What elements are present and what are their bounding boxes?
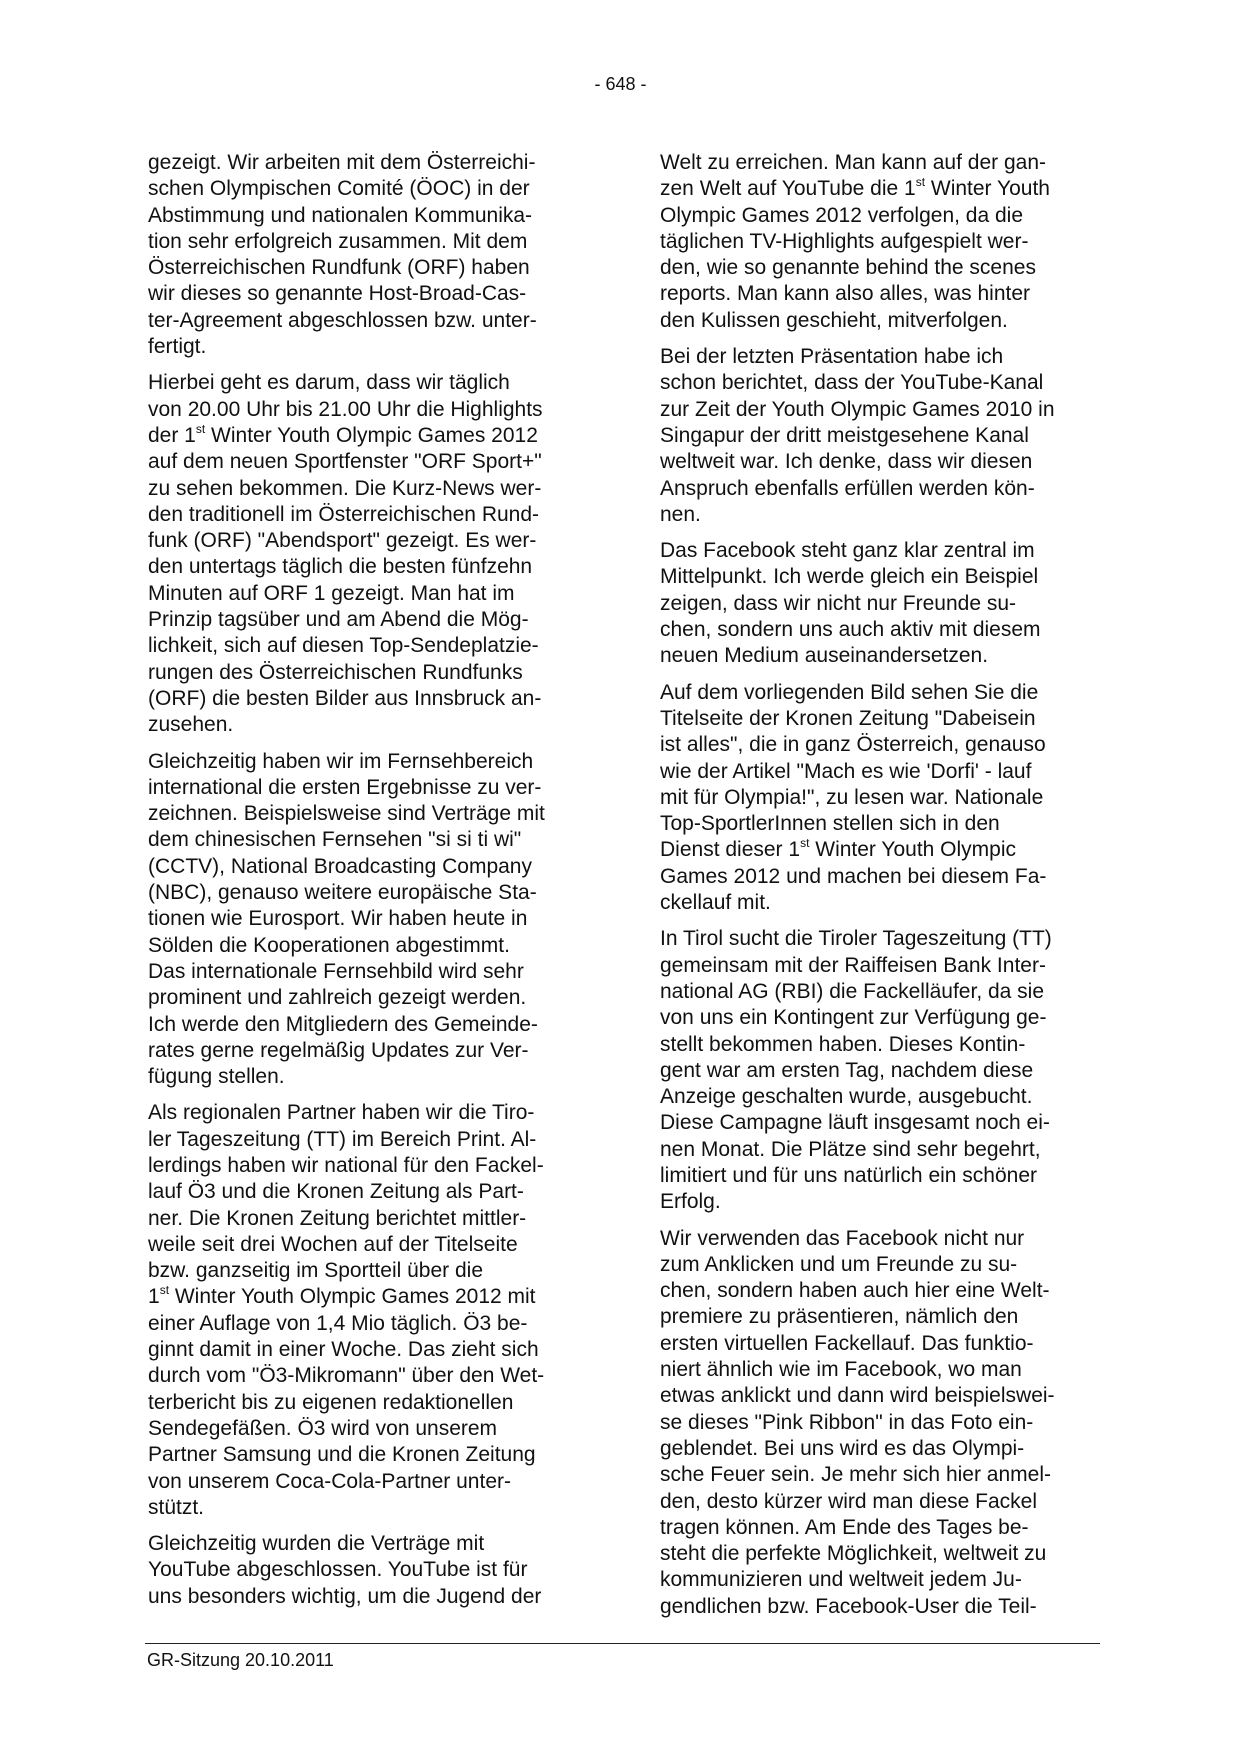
footer-text: GR-Sitzung 20.10.2011 — [147, 1650, 334, 1670]
text-line: den, wie so genannte behind the scenes — [660, 256, 1036, 280]
text-line: ersten virtuellen Fackellauf. Das funktio- — [660, 1331, 1034, 1355]
text-line: premiere zu präsentieren, nämlich den — [660, 1305, 1019, 1329]
text-line: wie der Artikel "Mach es wie 'Dorfi' - lauf — [660, 759, 1032, 783]
text-line: stützt. — [148, 1495, 205, 1519]
text-line: (NBC), genauso weitere europäische Sta- — [148, 881, 537, 905]
text-line: täglichen TV-Highlights aufgespielt wer- — [660, 229, 1029, 253]
text-line: gemeinsam mit der Raiffeisen Bank Inter- — [660, 953, 1046, 977]
text-line: den traditionell im Österreichischen Rund- — [148, 502, 540, 526]
text-line: se dieses "Pink Ribbon" in das Foto ein- — [660, 1410, 1034, 1434]
text-line: neuen Medium auseinandersetzen. — [660, 644, 989, 668]
paragraph — [148, 749, 608, 1091]
text-line: prominent und zahlreich gezeigt werden. — [148, 986, 527, 1010]
text-line: der 1st Winter Youth Olympic Games 2012 — [148, 421, 538, 447]
text-line: ter-Agreement abgeschlossen bzw. unter- — [148, 308, 537, 332]
text-line: YouTube abgeschlossen. YouTube ist für — [148, 1558, 528, 1582]
paragraph — [148, 150, 608, 360]
text-line: tragen können. Am Ende des Tages be- — [660, 1515, 1029, 1539]
paragraph — [660, 538, 1120, 669]
text-line: den Kulissen geschieht, mitverfolgen. — [660, 308, 1008, 332]
text-line: Österreichischen Rundfunk (ORF) haben — [148, 256, 530, 280]
text-line: uns besonders wichtig, um die Jugend der — [148, 1584, 542, 1608]
text-line: ner. Die Kronen Zeitung berichtet mittler- — [148, 1206, 527, 1230]
text-line: nen Monat. Die Plätze sind sehr begehrt, — [660, 1137, 1041, 1161]
text-line: tionen wie Eurosport. Wir haben heute in — [148, 907, 528, 931]
text-line: Mittelpunkt. Ich werde gleich ein Beispiel — [660, 565, 1039, 589]
text-line: (CCTV), National Broadcasting Company — [148, 854, 532, 878]
text-line: auf dem neuen Sportfenster "ORF Sport+" — [148, 450, 542, 474]
text-line: (ORF) die besten Bilder aus Innsbruck an- — [148, 686, 542, 710]
right-text-column — [660, 150, 1120, 1630]
paragraph — [660, 926, 1120, 1215]
paragraph — [660, 680, 1120, 917]
text-line: lauf Ö3 und die Kronen Zeitung als Part- — [148, 1180, 524, 1204]
text-line: chen, sondern uns auch aktiv mit diesem — [660, 618, 1041, 642]
text-line: weltweit war. Ich denke, dass wir diesen — [660, 450, 1033, 474]
left-text-column — [148, 150, 608, 1620]
text-line: Minuten auf ORF 1 gezeigt. Man hat im — [148, 581, 515, 605]
text-line: wir dieses so genannte Host-Broad-Cas- — [148, 282, 527, 306]
text-line: steht die perfekte Möglichkeit, weltweit zu — [660, 1542, 1047, 1566]
text-line: rungen des Österreichischen Rundfunks — [148, 660, 523, 684]
text-line: Hierbei geht es darum, dass wir täglich — [148, 371, 510, 395]
text-line: Titelseite der Kronen Zeitung "Dabeisein — [660, 706, 1036, 730]
text-line: zusehen. — [148, 713, 234, 737]
text-line: weile seit drei Wochen auf der Titelseite — [148, 1232, 518, 1256]
text-line: chen, sondern haben auch hier eine Welt- — [660, 1279, 1050, 1303]
text-line: ler Tageszeitung (TT) im Bereich Print. Al- — [148, 1127, 537, 1151]
text-line: sche Feuer sein. Je mehr sich hier anmel- — [660, 1463, 1051, 1487]
text-line: In Tirol sucht die Tiroler Tageszeitung (TT) — [660, 927, 1052, 951]
text-line: Auf dem vorliegenden Bild sehen Sie die — [660, 680, 1039, 704]
text-line: zen Welt auf YouTube die 1st Winter Youth — [660, 175, 1050, 201]
text-line: Das internationale Fernsehbild wird sehr — [148, 959, 524, 983]
text-line: ist alles", die in ganz Österreich, genauso — [660, 733, 1046, 757]
text-line: etwas anklickt und dann wird beispielswei- — [660, 1384, 1055, 1408]
text-line: von unserem Coca-Cola-Partner unter- — [148, 1469, 511, 1493]
text-line: Prinzip tagsüber und am Abend die Mög- — [148, 608, 529, 632]
text-line: bzw. ganzseitig im Sportteil über die — [148, 1259, 484, 1283]
text-line: nen. — [660, 502, 701, 526]
text-line: lichkeit, sich auf diesen Top-Sendeplatzie- — [148, 634, 539, 658]
text-line: zum Anklicken und um Freunde zu su- — [660, 1252, 1018, 1276]
text-line: mit für Olympia!", zu lesen war. Nationale — [660, 785, 1044, 809]
text-line: Diese Campagne läuft insgesamt noch ei- — [660, 1111, 1050, 1135]
text-line: international die ersten Ergebnisse zu ver- — [148, 775, 542, 799]
paragraph — [660, 1226, 1120, 1620]
text-line: zeichnen. Beispielsweise sind Verträge mit — [148, 802, 545, 826]
text-line: gezeigt. Wir arbeiten mit dem Österreichi- — [148, 151, 536, 174]
text-line: Erfolg. — [660, 1190, 721, 1214]
text-line: rates gerne regelmäßig Updates zur Ver- — [148, 1038, 529, 1062]
text-line: von uns ein Kontingent zur Verfügung ge- — [660, 1006, 1047, 1030]
text-line: den, desto kürzer wird man diese Fackel — [660, 1489, 1038, 1513]
text-line: Olympic Games 2012 verfolgen, da die — [660, 203, 1024, 227]
text-line: den untertags täglich die besten fünfzehn — [148, 555, 533, 579]
text-line: lerdings haben wir national für den Fackel- — [148, 1153, 544, 1177]
text-line: Bei der letzten Präsentation habe ich — [660, 345, 1004, 369]
paragraph — [660, 344, 1120, 528]
text-line: Games 2012 und machen bei diesem Fa- — [660, 864, 1047, 888]
text-line: Als regionalen Partner haben wir die Tiro- — [148, 1101, 535, 1125]
text-line: Welt zu erreichen. Man kann auf der gan- — [660, 151, 1046, 174]
text-line: tion sehr erfolgreich zusammen. Mit dem — [148, 229, 528, 253]
paragraph — [660, 150, 1120, 334]
text-line: Wir verwenden das Facebook nicht nur — [660, 1226, 1025, 1250]
text-line: Ich werde den Mitgliedern des Gemeinde- — [148, 1012, 538, 1036]
text-line: Sendegefäßen. Ö3 wird von unserem — [148, 1416, 498, 1440]
text-line: ckellauf mit. — [660, 891, 771, 915]
text-line: ginnt damit in einer Woche. Das zieht sich — [148, 1338, 539, 1362]
text-line: Das Facebook steht ganz klar zentral im — [660, 539, 1035, 563]
text-line: Anspruch ebenfalls erfüllen werden kön- — [660, 476, 1035, 500]
text-line: 1st Winter Youth Olympic Games 2012 mit — [148, 1283, 536, 1309]
text-line: Partner Samsung und die Kronen Zeitung — [148, 1443, 536, 1467]
footer-divider — [145, 1643, 1100, 1644]
text-line: zu sehen bekommen. Die Kurz-News wer- — [148, 476, 542, 500]
text-line: zur Zeit der Youth Olympic Games 2010 in — [660, 397, 1055, 421]
text-line: Sölden die Kooperationen abgestimmt. — [148, 933, 510, 957]
text-line: dem chinesischen Fernsehen "si si ti wi" — [148, 828, 522, 852]
text-line: fügung stellen. — [148, 1065, 285, 1089]
text-line: Gleichzeitig wurden die Verträge mit — [148, 1532, 485, 1556]
page-number: - 648 - — [594, 74, 647, 94]
text-line: gent war am ersten Tag, nachdem diese — [660, 1058, 1034, 1082]
text-line: schen Olympischen Comité (ÖOC) in der — [148, 177, 530, 201]
text-line: national AG (RBI) die Fackelläufer, da sie — [660, 979, 1045, 1003]
text-line: Anzeige geschalten wurde, ausgebucht. — [660, 1085, 1033, 1109]
paragraph — [148, 370, 608, 738]
text-line: gendlichen bzw. Facebook-User die Teil- — [660, 1594, 1037, 1618]
paragraph — [148, 1531, 608, 1610]
text-line: limitiert und für uns natürlich ein schöner — [660, 1163, 1038, 1187]
text-line: Singapur der dritt meistgesehene Kanal — [660, 423, 1029, 447]
text-line: geblendet. Bei uns wird es das Olympi- — [660, 1436, 1025, 1460]
text-line: Gleichzeitig haben wir im Fernsehbereich — [148, 749, 534, 773]
text-line: zeigen, dass wir nicht nur Freunde su- — [660, 591, 1017, 615]
text-line: niert ähnlich wie im Facebook, wo man — [660, 1358, 1022, 1382]
text-line: terbericht bis zu eigenen redaktionellen — [148, 1390, 514, 1414]
text-line: reports. Man kann also alles, was hinter — [660, 282, 1031, 306]
text-line: durch vom "Ö3-Mikromann" über den Wet- — [148, 1364, 545, 1388]
text-line: fertigt. — [148, 335, 207, 359]
text-line: stellt bekommen haben. Dieses Kontin- — [660, 1032, 1026, 1056]
text-line: von 20.00 Uhr bis 21.00 Uhr die Highlights — [148, 397, 543, 421]
text-line: Abstimmung und nationalen Kommunika- — [148, 203, 533, 227]
text-line: funk (ORF) "Abendsport" gezeigt. Es wer- — [148, 529, 537, 553]
text-line: kommunizieren und weltweit jedem Ju- — [660, 1568, 1022, 1592]
text-line: einer Auflage von 1,4 Mio täglich. Ö3 be- — [148, 1311, 528, 1335]
text-line: Dienst dieser 1st Winter Youth Olympic — [660, 836, 1017, 862]
text-line: Top-SportlerInnen stellen sich in den — [660, 812, 1000, 836]
text-line: schon berichtet, dass der YouTube-Kanal — [660, 371, 1044, 395]
paragraph — [148, 1100, 608, 1521]
